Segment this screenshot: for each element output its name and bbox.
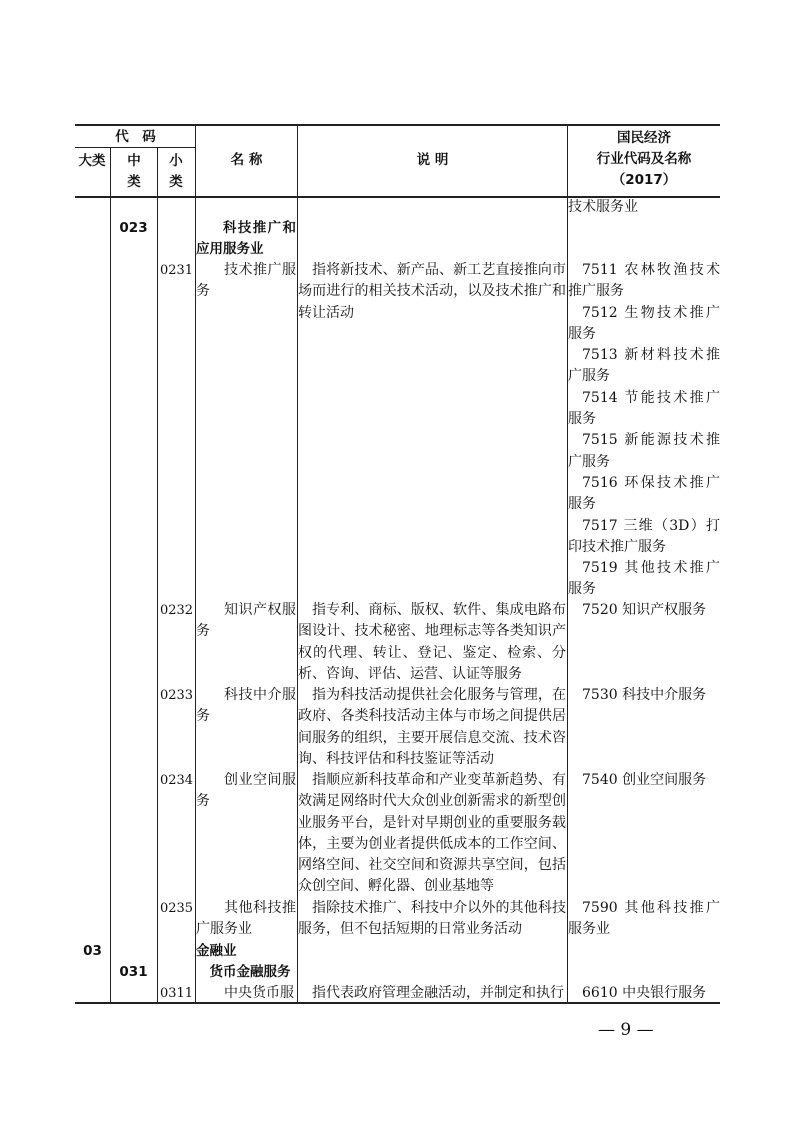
da-code: 03 [83, 943, 102, 959]
header-ref-line: （2017） [611, 172, 677, 188]
ref-item: 7513 新材料技术推广服务 [568, 347, 720, 385]
item-name: 科技中介服务 [196, 687, 296, 725]
item-name: 知识产权服务 [196, 602, 296, 640]
item-name: 货币金融服务 [209, 964, 291, 980]
ref-item: 6610 中央银行服务 [582, 985, 707, 1001]
ref-item: 7511 农林牧渔技术推广服务 [568, 262, 720, 300]
xiao-code: 0231 [159, 263, 194, 278]
zhong-code: 031 [119, 964, 148, 980]
xiao-code: 0235 [159, 901, 194, 916]
header-xiao: 小类 [169, 153, 183, 190]
header-zhong: 中类 [127, 153, 141, 190]
header-ref-line: 国民经济 [617, 130, 671, 146]
ref-item: 7530 科技中介服务 [582, 687, 707, 703]
item-desc: 指顺应新科技革命和产业变革新趋势、有效满足网络时代大众创业创新需求的新型创业服务平台，是针对早期创业的重要服务载体，主要为创业者提供低成本的工作空间、网络空间、社交空间和资源共享空间，包括众创空间、孵化器、创业基地等 [298, 772, 566, 895]
ref-item: 7516 环保技术推广服务 [568, 474, 720, 513]
item-name: 金融业 [196, 943, 237, 959]
xiao-code: 0232 [159, 603, 194, 618]
item-desc: 指代表政府管理金融活动，并制定和执行 [312, 985, 564, 1001]
ref-item: 7514 节能技术推广服务 [568, 389, 720, 428]
col-divider [110, 147, 111, 1003]
header-name: 名 称 [230, 152, 263, 168]
item-name: 技术推广服务 [196, 262, 296, 300]
item-desc: 指除技术推广、科技中介以外的其他科技服务，但不包括短期的日常业务活动 [298, 900, 566, 938]
item-desc: 指将新技术、新产品、新工艺直接推向市场而进行的相关技术活动，以及技术推广和转让活动 [298, 262, 566, 321]
header-code-group: 代 码 [115, 129, 156, 145]
header-ref [568, 128, 720, 191]
ref-list [568, 260, 720, 601]
xiao-code: 0233 [159, 688, 194, 703]
item-name: 中央货币服 [224, 985, 294, 1001]
ref-item: 7512 生物技术推广服务 [568, 304, 720, 342]
ref-item: 7519 其他技术推广服务 [568, 560, 720, 598]
ref-item: 7590 其他科技推广服务业 [568, 900, 720, 938]
header-desc: 说 明 [416, 152, 449, 168]
zhong-code: 023 [119, 220, 148, 236]
header-ref-line: 行业代码及名称 [596, 151, 692, 167]
item-name: 创业空间服务 [196, 772, 296, 810]
page-number: — 9 — [598, 1020, 654, 1040]
item-name: 科技推广和应用服务业 [196, 220, 296, 258]
ref-item: 7520 知识产权服务 [582, 602, 707, 618]
item-name: 其他科技推广服务业 [196, 900, 296, 938]
xiao-code: 0311 [159, 986, 194, 1001]
item-desc: 指专利、商标、版权、软件、集成电路布图设计、技术秘密、地理标志等各类知识产权的代理、转让、登记、鉴定、检索、分析、咨询、评估、运营、认证等服务 [298, 602, 566, 682]
item-desc: 指为科技活动提供社会化服务与管理，在政府、各类科技活动主体与市场之间提供居间服务的组织，主要开展信息交流、技术咨询、科技评估和科技鉴证等活动 [298, 687, 566, 767]
table-top-rule [75, 124, 720, 126]
ref-item: 7517 三维（3D）打印技术推广服务 [568, 517, 720, 555]
xiao-code: 0234 [159, 773, 194, 788]
ref-item: 7515 新能源技术推广服务 [568, 432, 720, 470]
header-da: 大类 [78, 153, 106, 169]
ref-continuation: 技术服务业 [568, 199, 638, 215]
ref-item: 7540 创业空间服务 [582, 772, 707, 788]
